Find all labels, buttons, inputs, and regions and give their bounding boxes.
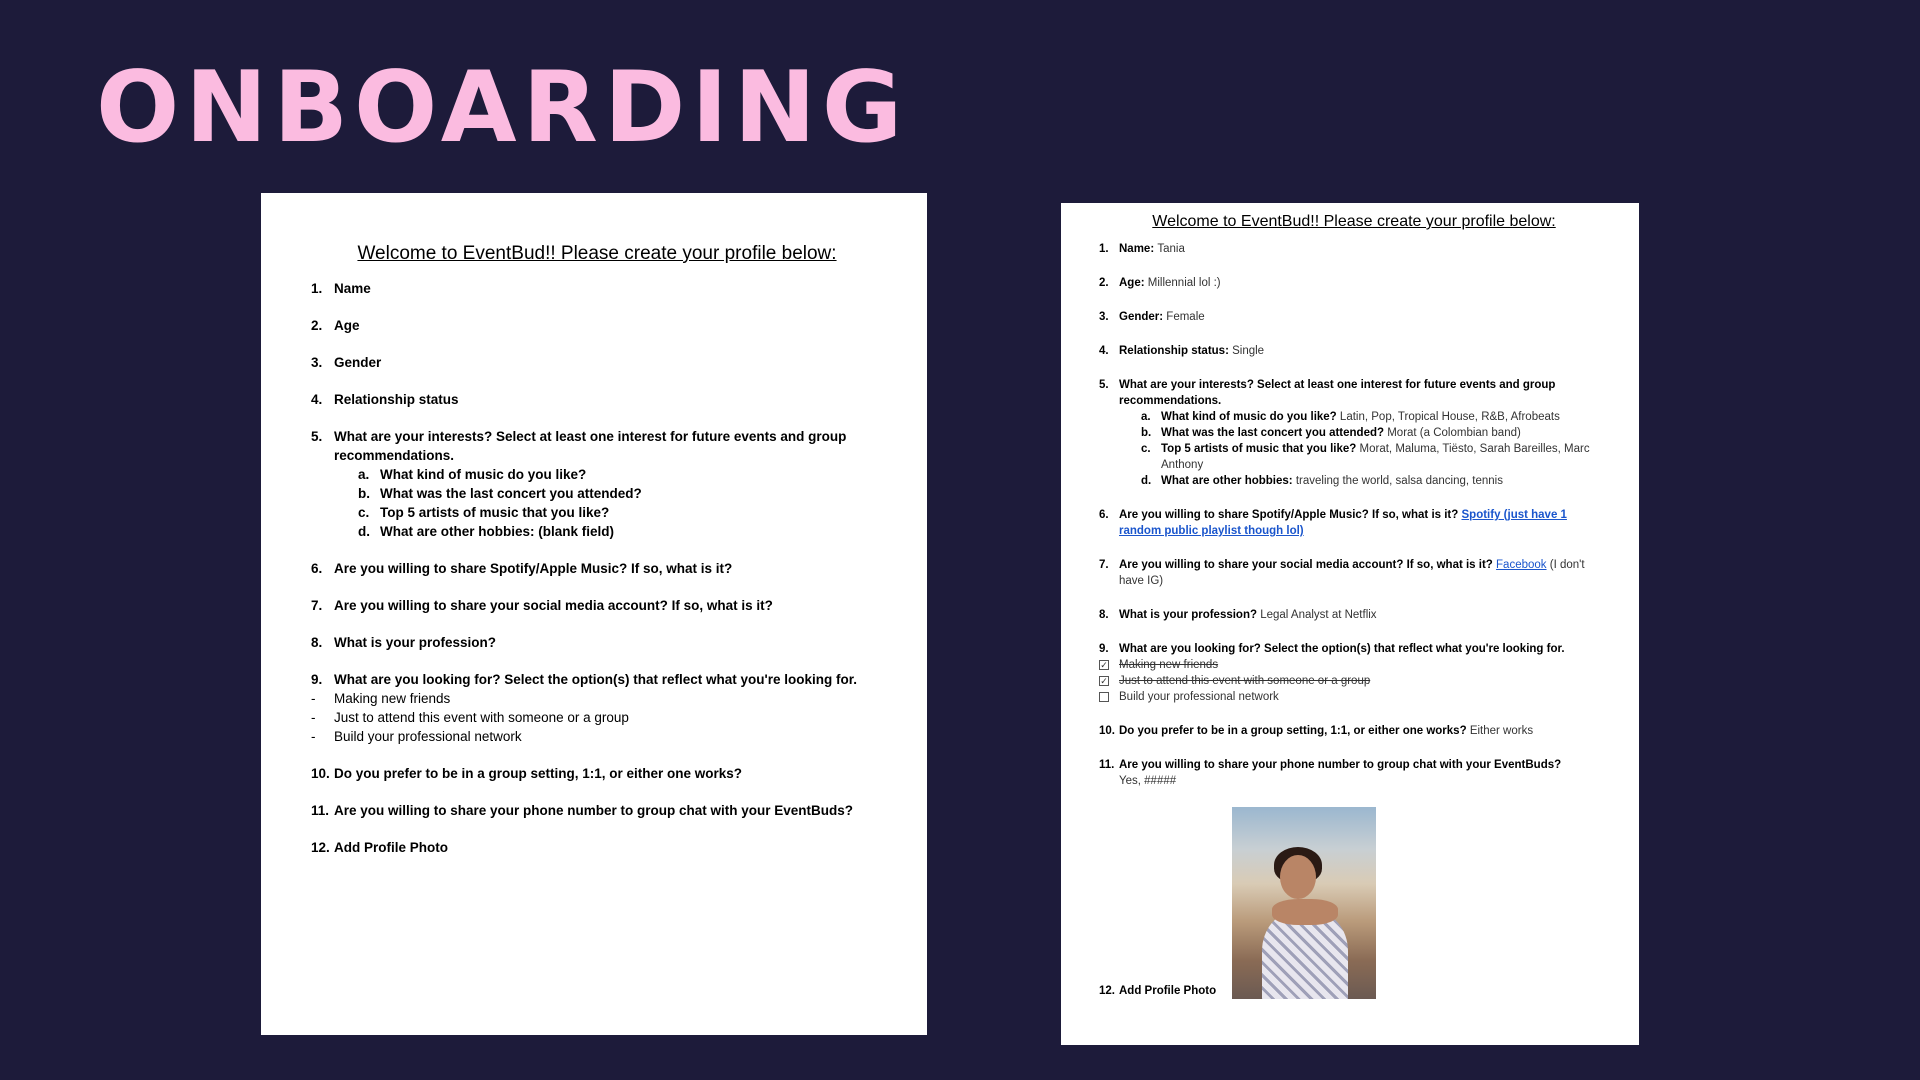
question-text: Are you willing to share Spotify/Apple Music? If so, what is it? (334, 561, 733, 576)
answer-text: Millennial lol :) (1147, 277, 1221, 289)
sub-question (1141, 425, 1609, 441)
looking-for-options (1099, 657, 1609, 705)
question-label: Are you willing to share your phone number to group chat with your EventBuds? (1119, 759, 1562, 771)
option-item (311, 689, 883, 708)
filled-question-9 (1099, 641, 1609, 705)
question-text: Add Profile Photo (334, 840, 448, 855)
question-number: 3. (311, 355, 323, 370)
question-text: What is your profession? (334, 635, 497, 650)
question-number: 10. (1099, 725, 1115, 737)
question-number: 12. (311, 840, 330, 855)
sub-letter: c. (358, 505, 370, 520)
sub-question (358, 465, 883, 484)
filled-question-12 (1099, 807, 1609, 999)
answer-text: Tania (1157, 243, 1185, 255)
option-text: Build your professional network (334, 729, 522, 744)
question-number: 1. (1099, 243, 1109, 255)
question-number: 5. (1099, 379, 1109, 391)
option-text: Just to attend this event with someone or a group (1119, 675, 1371, 687)
question-number: 9. (311, 672, 323, 687)
sub-text: Top 5 artists of music that you like? (380, 505, 610, 520)
blank-question-4 (311, 390, 883, 409)
dash-bullet: - (311, 710, 316, 725)
photo-figure-head (1280, 855, 1316, 899)
option-text: Making new friends (1119, 659, 1219, 671)
blank-question-1 (311, 279, 883, 298)
question-text: Gender (334, 355, 382, 370)
blank-question-11 (311, 801, 883, 820)
option-text: Making new friends (334, 691, 451, 706)
sub-text: What kind of music do you like? (380, 467, 587, 482)
answer-text: Yes, ##### (1119, 775, 1177, 787)
checkbox-checked-icon[interactable]: ✓ (1100, 675, 1108, 686)
question-label: Do you prefer to be in a group setting, 1:1, or either one works? (1119, 725, 1467, 737)
answer-text: traveling the world, salsa dancing, tennis (1295, 475, 1503, 487)
answer-text: Morat, Maluma, Tiësto, Sarah Bareilles, Marc Anthony (1161, 443, 1590, 471)
sub-letter: a. (1141, 411, 1151, 423)
blank-question-list (311, 279, 883, 857)
question-label: Are you willing to share your social media account? If so, what is it? (1119, 559, 1493, 571)
question-text: Age (334, 318, 360, 333)
option-text: Build your professional network (1119, 691, 1279, 703)
option-item (311, 708, 883, 727)
blank-question-12 (311, 838, 883, 857)
question-text: Are you willing to share your social media account? If so, what is it? (334, 598, 773, 613)
question-text: Name (334, 281, 371, 296)
answer-text: Legal Analyst at Netflix (1260, 609, 1377, 621)
sub-label: What kind of music do you like? (1161, 411, 1337, 423)
filled-question-4 (1099, 343, 1609, 359)
answer-text: Either works (1469, 725, 1534, 737)
dash-bullet: - (311, 729, 316, 744)
filled-question-8 (1099, 607, 1609, 623)
question-number: 2. (311, 318, 323, 333)
sub-question (358, 484, 883, 503)
blank-question-2 (311, 316, 883, 335)
looking-for-options (311, 689, 883, 746)
question-label: What are you looking for? Select the option(s) that reflect what you're looking for. (1119, 643, 1565, 655)
question-number: 6. (311, 561, 323, 576)
blank-question-6 (311, 559, 883, 578)
interest-sub-list (1141, 409, 1609, 489)
question-number: 11. (311, 803, 330, 818)
checkbox-unchecked-icon[interactable] (1099, 692, 1109, 702)
question-label: What are your interests? Select at least one interest for future events and group recommendations. (1119, 379, 1556, 407)
blank-question-7 (311, 596, 883, 615)
question-number: 8. (311, 635, 323, 650)
slide-title: ONBOARDING (96, 51, 909, 165)
answer-text: Female (1166, 311, 1205, 323)
filled-question-11 (1099, 757, 1609, 789)
filled-question-5 (1099, 377, 1609, 489)
question-label: Age: (1119, 277, 1145, 289)
filled-question-6 (1099, 507, 1609, 539)
question-number: 1. (311, 281, 323, 296)
dash-bullet: - (311, 691, 316, 706)
question-number: 6. (1099, 509, 1109, 521)
question-text: Relationship status (334, 392, 459, 407)
blank-question-8 (311, 633, 883, 652)
question-number: 4. (1099, 345, 1109, 357)
sub-label: Top 5 artists of music that you like? (1161, 443, 1357, 455)
sub-letter: d. (1141, 475, 1152, 487)
sub-question (358, 503, 883, 522)
question-text: Are you willing to share your phone number to group chat with your EventBuds? (334, 803, 854, 818)
option-item (311, 727, 883, 746)
blank-question-5 (311, 427, 883, 541)
option-item (1099, 657, 1609, 673)
question-text: What are you looking for? Select the option(s) that reflect what you're looking for. (334, 672, 857, 687)
filled-question-3 (1099, 309, 1609, 325)
question-text: Do you prefer to be in a group setting, 1:1, or either one works? (334, 766, 743, 781)
question-number: 5. (311, 429, 323, 444)
photo-figure-shoulder (1272, 899, 1338, 925)
filled-question-7 (1099, 557, 1609, 589)
filled-question-list (1099, 241, 1609, 999)
filled-form-document (1061, 203, 1639, 1045)
question-number: 4. (311, 392, 323, 407)
facebook-link[interactable]: Facebook (1496, 559, 1547, 571)
question-number: 8. (1099, 609, 1109, 621)
question-label: Are you willing to share Spotify/Apple Music? If so, what is it? (1119, 509, 1459, 521)
question-number: 10. (311, 766, 330, 781)
answer-text: Morat (a Colombian band) (1387, 427, 1521, 439)
question-label: What is your profession? (1119, 609, 1258, 621)
sub-question (358, 522, 883, 541)
sub-label: What are other hobbies: (1161, 475, 1293, 487)
answer-text: Single (1232, 345, 1265, 357)
option-item (1099, 673, 1609, 689)
checkbox-checked-icon[interactable]: ✓ (1100, 659, 1108, 670)
profile-photo (1232, 807, 1376, 999)
sub-letter: c. (1141, 443, 1151, 455)
sub-question (1141, 441, 1609, 473)
question-label: Add Profile Photo (1119, 985, 1217, 997)
interest-sub-list (358, 465, 883, 541)
sub-letter: a. (358, 467, 370, 482)
filled-question-10 (1099, 723, 1609, 739)
blank-question-9 (311, 670, 883, 746)
blank-question-10 (311, 764, 883, 783)
filled-form-heading: Welcome to EventBud!! Please create your profile below: (1152, 213, 1556, 230)
question-label: Name: (1119, 243, 1155, 255)
question-number: 11. (1099, 759, 1115, 771)
question-number: 3. (1099, 311, 1109, 323)
question-number: 7. (1099, 559, 1109, 571)
sub-letter: b. (358, 486, 370, 501)
answer-text: (I don't have IG) (1119, 559, 1585, 587)
question-number: 7. (311, 598, 323, 613)
sub-letter: b. (1141, 427, 1152, 439)
sub-text: What are other hobbies: (blank field) (380, 524, 615, 539)
question-label: Relationship status: (1119, 345, 1229, 357)
blank-form-heading: Welcome to EventBud!! Please create your profile below: (357, 243, 837, 264)
blank-question-3 (311, 353, 883, 372)
spotify-link[interactable]: Spotify (just have 1 random public playlist though lol) (1119, 509, 1567, 537)
question-number: 12. (1099, 985, 1115, 997)
filled-question-2 (1099, 275, 1609, 291)
blank-form-document (261, 193, 927, 1035)
question-number: 2. (1099, 277, 1109, 289)
question-number: 9. (1099, 643, 1109, 655)
option-item (1099, 689, 1609, 705)
sub-label: What was the last concert you attended? (1161, 427, 1385, 439)
sub-question (1141, 409, 1609, 425)
sub-question (1141, 473, 1609, 489)
question-label: Gender: (1119, 311, 1164, 323)
option-text: Just to attend this event with someone or a group (334, 710, 629, 725)
question-text: What are your interests? Select at least one interest for future events and group recommendations. (334, 429, 847, 463)
answer-text: Latin, Pop, Tropical House, R&B, Afrobeats (1339, 411, 1560, 423)
sub-text: What was the last concert you attended? (380, 486, 642, 501)
sub-letter: d. (358, 524, 370, 539)
filled-question-1 (1099, 241, 1609, 257)
